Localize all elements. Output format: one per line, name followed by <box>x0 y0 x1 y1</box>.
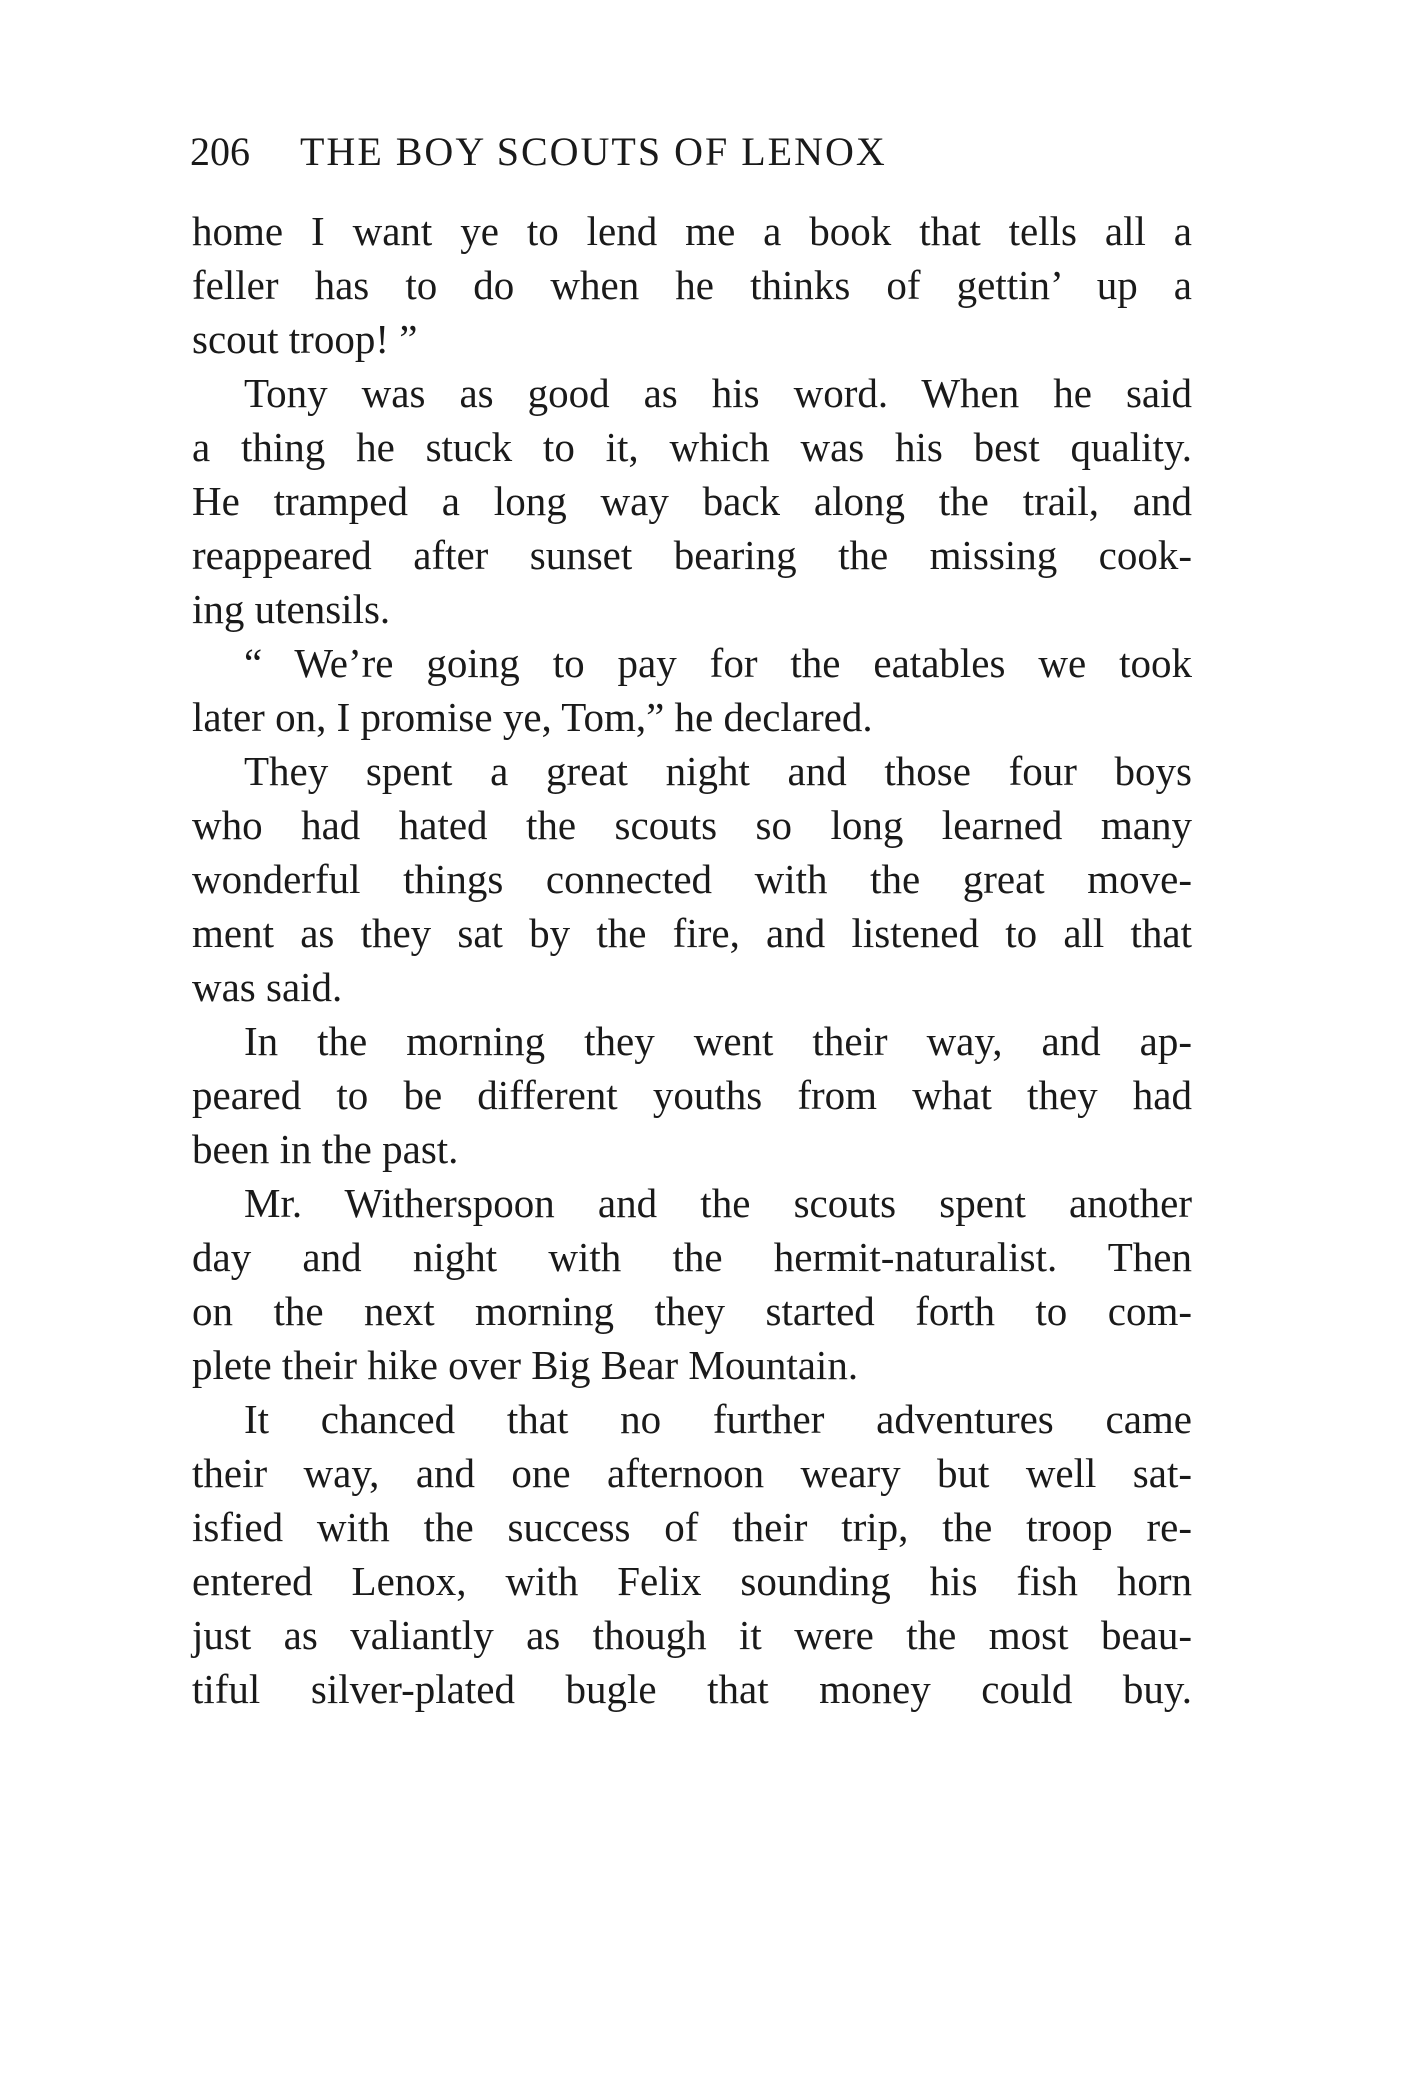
running-head <box>190 128 1190 184</box>
page-number: 206 <box>190 129 250 174</box>
text-line: “ We’re going to pay for the eatables we took <box>244 640 1192 686</box>
text-line: later on, I promise ye, Tom,” he declared. <box>192 694 873 740</box>
text-line: It chanced that no further adventures came <box>244 1396 1192 1442</box>
text-line: entered Lenox, with Felix sounding his fish horn <box>192 1558 1192 1604</box>
text-line: just as valiantly as though it were the most beau- <box>192 1612 1192 1658</box>
book-title: THE BOY SCOUTS OF LENOX <box>300 129 887 174</box>
text-line: tiful silver-plated bugle that money could buy. <box>192 1666 1192 1712</box>
text-line: He tramped a long way back along the trail, and <box>192 478 1192 524</box>
text-line: reappeared after sunset bearing the missing cook- <box>192 532 1192 578</box>
text-line: isfied with the success of their trip, the troop re- <box>192 1504 1192 1550</box>
text-line: Mr. Witherspoon and the scouts spent another <box>244 1180 1192 1226</box>
text-line: They spent a great night and those four boys <box>244 748 1192 794</box>
text-line: who had hated the scouts so long learned many <box>192 802 1192 848</box>
text-line: plete their hike over Big Bear Mountain. <box>192 1342 859 1388</box>
text-line: scout troop! ” <box>192 316 418 362</box>
text-line: day and night with the hermit-naturalist. Then <box>192 1234 1192 1280</box>
text-line: on the next morning they started forth to com- <box>192 1288 1192 1334</box>
body-text <box>192 204 1192 1716</box>
text-line: was said. <box>192 964 343 1010</box>
text-line: peared to be different youths from what they had <box>192 1072 1192 1118</box>
text-line: ing utensils. <box>192 586 391 632</box>
text-line: wonderful things connected with the great move- <box>192 856 1192 902</box>
text-line: been in the past. <box>192 1126 459 1172</box>
text-line: In the morning they went their way, and ap- <box>244 1018 1192 1064</box>
text-line: feller has to do when he thinks of gettin’ up a <box>192 262 1192 308</box>
text-line: home I want ye to lend me a book that tells all a <box>192 208 1192 254</box>
text-line: a thing he stuck to it, which was his best quality. <box>192 424 1192 470</box>
text-line: ment as they sat by the fire, and listened to all that <box>192 910 1192 956</box>
text-line: Tony was as good as his word. When he said <box>244 370 1192 416</box>
text-line: their way, and one afternoon weary but well sat- <box>192 1450 1192 1496</box>
